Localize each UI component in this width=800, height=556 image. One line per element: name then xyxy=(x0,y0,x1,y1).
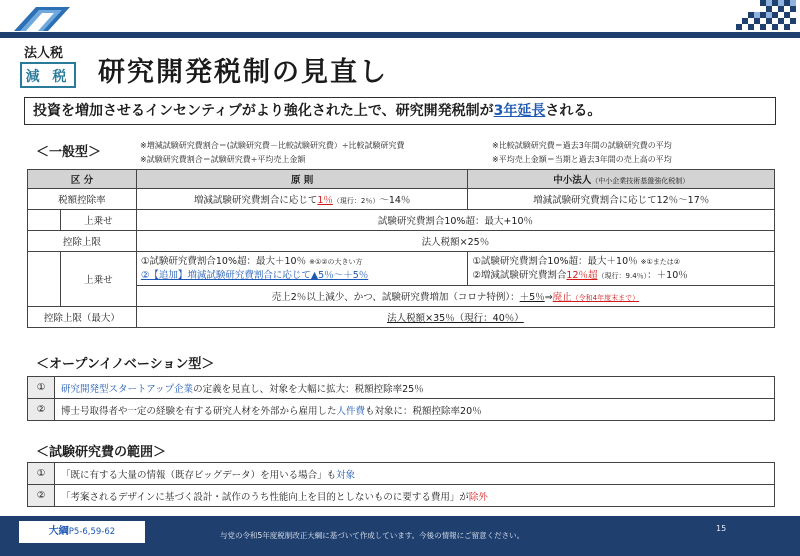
test-scope-table xyxy=(27,462,775,507)
row-surcharge-label: 上乗せ xyxy=(60,210,136,231)
header-principle: 原 則 xyxy=(136,170,468,189)
test-scope-item-1 xyxy=(55,463,775,485)
sme-surcharge-line2-post: ：＋10％ xyxy=(647,269,688,281)
sme-surcharge-note: ※①または② xyxy=(640,257,681,266)
principle-rate-current: （現行：2％） xyxy=(332,197,380,205)
headline-box xyxy=(24,97,776,125)
row-cap-surcharge-label: 上乗せ xyxy=(60,252,136,307)
list-item xyxy=(28,377,775,399)
covid-special-rate: ＋5％ xyxy=(519,292,545,303)
headline-highlight: 3年延長 xyxy=(493,103,546,119)
row-cap-surcharge-sme xyxy=(468,252,775,286)
item-number: ① xyxy=(28,377,55,399)
headline-suffix: される。 xyxy=(545,103,602,119)
test-scope-title: ＜試験研究費の範囲＞ xyxy=(36,445,167,460)
open-innovation-table xyxy=(27,376,775,421)
header-sme xyxy=(468,170,775,189)
test-scope-item-2 xyxy=(55,485,775,507)
checker-decoration-icon xyxy=(720,0,800,38)
sme-surcharge-line1: ①試験研究費割合10%超：最大＋10％ xyxy=(472,255,638,267)
outline-reference-pages: P5-6,59-62 xyxy=(68,527,116,537)
row-tax-credit-rate-principle xyxy=(136,189,468,210)
design-cost-text: 「考案されるデザインに基づく設計・試作のうち性能向上を目的としないものに要する費用」が xyxy=(61,491,469,503)
note-comparison-cost: ※比較試験研究費＝過去3年間の試験研究費の平均 xyxy=(492,141,672,150)
item-number: ② xyxy=(28,399,55,421)
footer-note: 与党の令和5年度税制改正大綱に基づいて作成しています。今後の情報にご留意ください。 xyxy=(220,531,525,540)
principle-rate-new: 1％ xyxy=(317,195,333,206)
row-tax-credit-rate-label: 税額控除率 xyxy=(28,189,137,210)
item-number: ① xyxy=(28,463,55,485)
open-innovation-item-2 xyxy=(55,399,775,421)
row-covid-special xyxy=(136,286,774,307)
row-surcharge-value: 試験研究費割合10%超：最大+10％ xyxy=(136,210,774,231)
list-item xyxy=(28,463,775,485)
row-cap-surcharge-indent xyxy=(28,252,61,307)
big-data-text: 「既に有する大量の情報（既存ビッグデータ）を用いる場合」も xyxy=(61,469,337,481)
list-item xyxy=(28,485,775,507)
covid-special-deadline: （令和4年度末まで） xyxy=(571,294,640,302)
header-sme-sub: （中小企業技術基盤強化税制） xyxy=(591,177,690,185)
note-increase-ratio: ※増減試験研究費割合＝(試験研究費－比較試験研究費）÷比較試験研究費 xyxy=(140,141,405,150)
covid-special-abolished: 廃止 xyxy=(552,292,572,303)
general-type-title: ＜一般型＞ xyxy=(36,145,102,160)
list-item xyxy=(28,399,775,421)
sme-surcharge-line2-pre: ②増減試験研究費割合 xyxy=(472,269,567,281)
outline-reference-label: 大綱 xyxy=(48,526,69,537)
reduction-badge: 減 税 xyxy=(20,62,76,88)
row-credit-cap-value: 法人税額×25％ xyxy=(136,231,774,252)
header-category: 区 分 xyxy=(28,170,137,189)
tax-category-label: 法人税 xyxy=(24,46,64,61)
row-credit-cap-label: 控除上限 xyxy=(28,231,137,252)
open-innovation-title: ＜オープンイノベーション型＞ xyxy=(36,357,215,372)
headline-text: 投資を増加させるインセンティブがより強化された上で、研究開発税制が xyxy=(33,103,494,119)
note-test-ratio: ※試験研究費割合＝試験研究費÷平均売上金額 xyxy=(140,155,306,164)
principle-rate-post: ～14％ xyxy=(379,195,411,206)
principle-rate-pre: 増減試験研究費割合に応じて xyxy=(193,195,318,206)
personnel-cost-highlight: 人件費 xyxy=(336,405,366,417)
row-max-cap-value xyxy=(136,307,774,328)
general-type-table xyxy=(27,169,775,328)
researcher-text-pre: 博士号取得者や一定の経験を有する研究人材を外部から雇用した xyxy=(61,405,337,417)
outline-reference-box xyxy=(18,520,146,544)
sme-surcharge-line2-current: （現行：9.4％） xyxy=(597,271,648,280)
sme-surcharge-line2-new: 12％超 xyxy=(566,269,598,281)
row-surcharge-indent xyxy=(28,210,61,231)
startup-definition-text: の定義を見直し、対象を大幅に拡大：税額控除率25％ xyxy=(193,383,424,395)
item-number: ② xyxy=(28,485,55,507)
covid-special-text: 売上2％以上減少、かつ、試験研究費増加（コロナ特例）： xyxy=(271,292,520,303)
covid-special-arrow: ⇒ xyxy=(544,292,553,303)
page-number: 15 xyxy=(716,524,727,533)
principle-surcharge-note: ※①②の大きい方 xyxy=(309,257,363,266)
note-average-sales: ※平均売上金額＝当期と過去3年間の売上高の平均 xyxy=(492,155,672,164)
row-tax-credit-rate-sme: 増減試験研究費割合に応じて12％～17％ xyxy=(468,189,775,210)
big-data-included: 対象 xyxy=(336,469,356,481)
principle-surcharge-line2-added: ②【追加】増減試験研究費割合に応じて▲5％～＋5％ xyxy=(140,269,369,281)
header-sme-label: 中小法人 xyxy=(553,175,592,186)
principle-surcharge-line1: ①試験研究費割合10%超：最大＋10％ xyxy=(140,255,307,267)
startup-definition-highlight: 研究開発型スタートアップ企業 xyxy=(61,383,194,395)
max-cap-value-text: 法人税額×35％（現行：40％） xyxy=(387,313,524,324)
top-bar-line xyxy=(0,32,720,38)
logo-icon xyxy=(14,7,70,31)
design-cost-excluded: 除外 xyxy=(468,491,488,503)
researcher-text-post: も対象に：税額控除率20％ xyxy=(365,405,482,417)
row-max-cap-label: 控除上限（最大） xyxy=(28,307,137,328)
page-title: 研究開発税制の見直し xyxy=(98,57,388,88)
row-cap-surcharge-principle xyxy=(136,252,468,286)
open-innovation-item-1 xyxy=(55,377,775,399)
